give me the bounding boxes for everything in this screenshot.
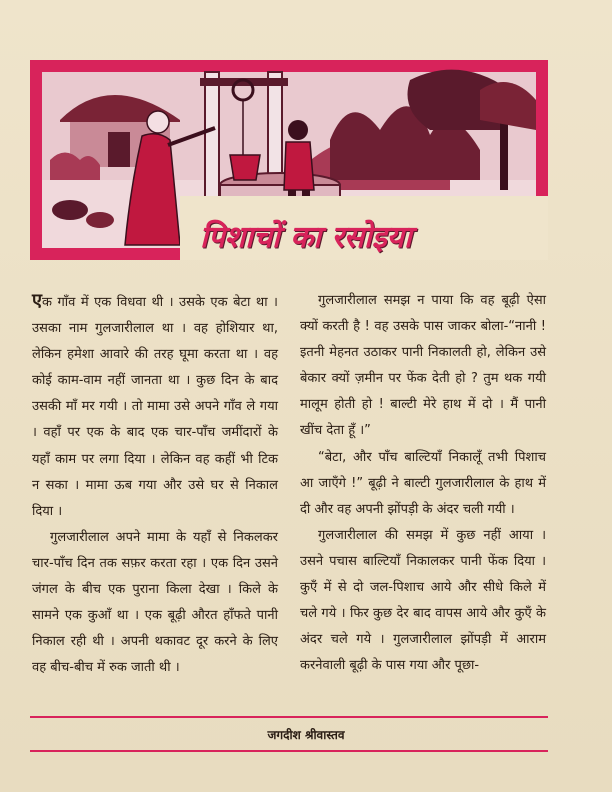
paragraph: “बेटा, और पाँच बाल्टियाँ निकालूँ तभी पिशाच आ जाएँगे !” बूढ़ी ने बाल्टी गुलजारीलाल के हाथ में दी और वह अपनी झोंपड़ी के अंदर चली गयी । [300, 449, 546, 517]
paragraph: गुलजारीलाल समझ न पाया कि वह बूढ़ी ऐसा क्यों करती है ! वह उसके पास जाकर बोला-“नानी ! इतनी मेहनत उठाकर पानी निकालती हो, लेकिन उसे बेकार क्यों ज़मीन पर फेंक देती हो ? तुम थक गयी मालूम होती हो ! बाल्टी मेरे हाथ में दो । मैं पानी खींच देता हूँ ।” [300, 293, 546, 439]
author-name: जगदीश श्रीवास्तव [267, 728, 345, 742]
paragraph-text: क गाँव में एक विधवा थी । उसके एक बेटा था । उसका नाम गुलजारीलाल था । वह होशियार था, लेकिन हमेशा आवारे की तरह घूमा करता था । वह कोई काम-वाम नहीं जानता था । कुछ दिन के बाद उसकी माँ मर गयी । तो मामा उसे अपने गाँव ले गया । वहाँ पर एक के बाद एक चार-पाँच जमींदारों के यहाँ काम पर लगा दिया । लेकिन वह कहीं भी टिक न सका । मामा ऊब गया और उसे घर से निकाल दिया । [32, 295, 278, 519]
paragraph [32, 288, 278, 525]
top-divider [30, 716, 548, 718]
bottom-divider [30, 750, 548, 752]
story-title: पिशाचों का रसोइया [200, 220, 412, 255]
left-column [32, 288, 278, 681]
right-column [300, 288, 546, 679]
paragraph: गुलजारीलाल की समझ में कुछ नहीं आया । उसने पचास बाल्टियाँ निकालकर पानी फेंक दिया । कुएँ में से दो जल-पिशाच आये और सीधे किले में चले गये । फिर कुछ देर बाद वापस आये और कुएँ के अंदर चले गये । गुलजारीलाल झोंपड़ी में आराम करनेवाली बूढ़ी के पास गया और पूछा- [300, 527, 546, 674]
paragraph: गुलजारीलाल अपने मामा के यहाँ से निकलकर चार-पाँच दिन तक सफ़र करता रहा । एक दिन उसने जंगल के बीच एक पुराना किला देखा । किले के सामने एक कुआँ था । एक बूढ़ी औरत हाँफते पानी निकाल रही थी । अपनी थकावट दूर करने के लिए वह बीच-बीच में रुक जाती थी । [32, 529, 278, 676]
drop-cap: ए [32, 290, 42, 311]
